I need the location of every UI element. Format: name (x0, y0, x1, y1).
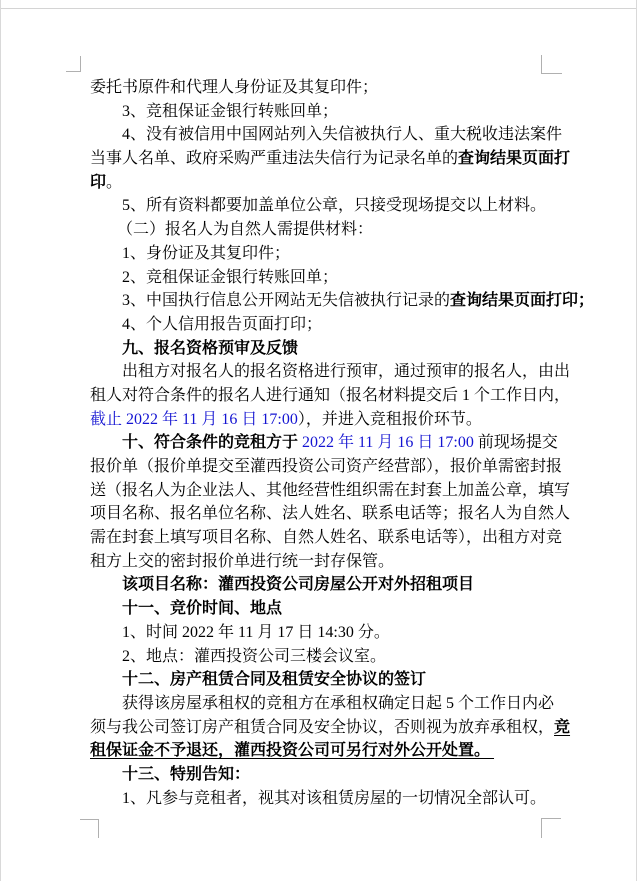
text-segment: 2、竞租保证金银行转账回单； (122, 268, 339, 286)
text-line (90, 123, 563, 147)
text-segment: 需在封套上填写项目名称、自然人姓名、联系电话等），出租方对竞 (90, 529, 563, 547)
text-segment: 租保证金不予退还，灌西投资公司可另行对外公开处置。 (90, 742, 495, 760)
text-line (90, 408, 550, 432)
text-line (90, 479, 571, 503)
crop-mark-bottom-left (80, 819, 99, 838)
text-segment: 1、身份证及其复印件； (122, 244, 291, 262)
text-segment: 查询结果页面打印； (450, 292, 595, 310)
text-segment: 2022 年 11 月 16 日 17:00 (298, 434, 478, 452)
text-line (90, 147, 571, 171)
text-segment: 4、没有被信用中国网站列入失信被执行人、重大税收违法案件 (122, 126, 563, 144)
text-segment: 2、地点：灌西投资公司三楼会议室。 (122, 647, 387, 665)
text-line (90, 621, 550, 645)
text-line (90, 739, 550, 763)
text-line (90, 313, 550, 337)
text-line (90, 502, 571, 526)
crop-mark-bottom-right (541, 818, 561, 838)
text-line (90, 526, 563, 550)
text-line (90, 573, 550, 597)
text-segment: 十、符合条件的竞租方于 (122, 434, 299, 452)
text-segment: 租方上交的密封报价单进行统一封存保管。 (90, 552, 395, 570)
crop-mark-top-right (541, 55, 562, 74)
text-segment: 十三、特别告知： (122, 765, 251, 783)
text-segment: ），并进入竞租报价环节。 (297, 410, 482, 428)
text-segment: 当事人名单、政府采购严重违法失信行为记录名单的 (90, 150, 459, 168)
text-line (90, 550, 550, 574)
text-segment: 租人对符合条件的报名人进行通知（报名材料提交后 1 个工作日内， (90, 386, 571, 404)
text-segment: 委托书原件和代理人身份证及其复印件； (90, 79, 379, 96)
page-left-edge (0, 0, 1, 881)
text-segment: 获得该房屋承租权的竞租方在承租权确定日起 5 个工作日内必 (122, 694, 555, 712)
text-segment: 项目名称、报名单位名称、法人姓名、联系电话等；报名人为自然人 (90, 505, 571, 523)
page-top-edge (0, 8, 637, 9)
text-segment: 十一、竞价时间、地点 (122, 600, 283, 618)
text-segment: 1、凡参与竞租者，视其对该租赁房屋的一切情况全部认可。 (122, 789, 547, 807)
text-line (90, 692, 555, 716)
text-line (90, 76, 550, 100)
text-segment: 该项目名称：灌西投资公司房屋公开对外招租项目 (122, 576, 475, 594)
text-line (90, 431, 558, 455)
text-line (90, 242, 550, 266)
text-segment: 4、个人信用报告页面打印； (122, 315, 323, 333)
text-line (90, 597, 550, 621)
text-line (90, 787, 550, 811)
text-line (90, 194, 550, 218)
text-segment: 竞 (554, 718, 571, 736)
text-line (90, 668, 550, 692)
text-segment: 查询结果页面打 (458, 150, 571, 168)
text-line (90, 171, 550, 195)
text-segment: 截止 2022 年 11 月 16 日 17:00 (90, 410, 298, 428)
crop-mark-top-left (66, 56, 81, 72)
text-line (90, 645, 550, 669)
text-line (90, 100, 550, 124)
text-segment: 报价单（报价单提交至灌西投资公司资产经营部），报价单需密封报 (90, 458, 563, 475)
text-line (90, 337, 550, 361)
text-segment: 前现场提交 (477, 434, 558, 452)
text-line (90, 289, 595, 313)
text-segment: 3、竞租保证金银行转账回单； (122, 102, 339, 120)
text-segment: （二）报名人为自然人需提供材料： (117, 221, 374, 239)
text-line (90, 266, 550, 290)
text-segment: 九、报名资格预审及反馈 (122, 339, 299, 357)
text-line (90, 763, 550, 787)
text-segment: 3、中国执行信息公开网站无失信被执行记录的 (122, 292, 451, 310)
text-segment: 送（报名人为企业法人、其他经营性组织需在封套上加盖公章，填写 (90, 481, 571, 499)
text-line (90, 716, 571, 740)
text-line (90, 455, 563, 479)
text-segment: 5、所有资料都要加盖单位公章，只接受现场提交以上材料。 (122, 197, 547, 215)
text-line (90, 218, 550, 242)
document-body (90, 76, 595, 810)
text-segment: 1、时间 2022 年 11 月 17 日 14:30 分。 (122, 623, 390, 641)
text-segment: 印 (90, 173, 107, 191)
text-segment: 须与我公司签订房产租赁合同及安全协议，否则视为放弃承租权， (90, 718, 555, 736)
text-segment: 。 (106, 173, 123, 191)
text-segment: 出租方对报名人的报名资格进行预审，通过预审的报名人，由出 (122, 363, 571, 381)
text-segment: 十二、房产租赁合同及租赁安全协议的签订 (122, 671, 427, 689)
text-line (90, 384, 571, 408)
text-line (90, 360, 571, 384)
